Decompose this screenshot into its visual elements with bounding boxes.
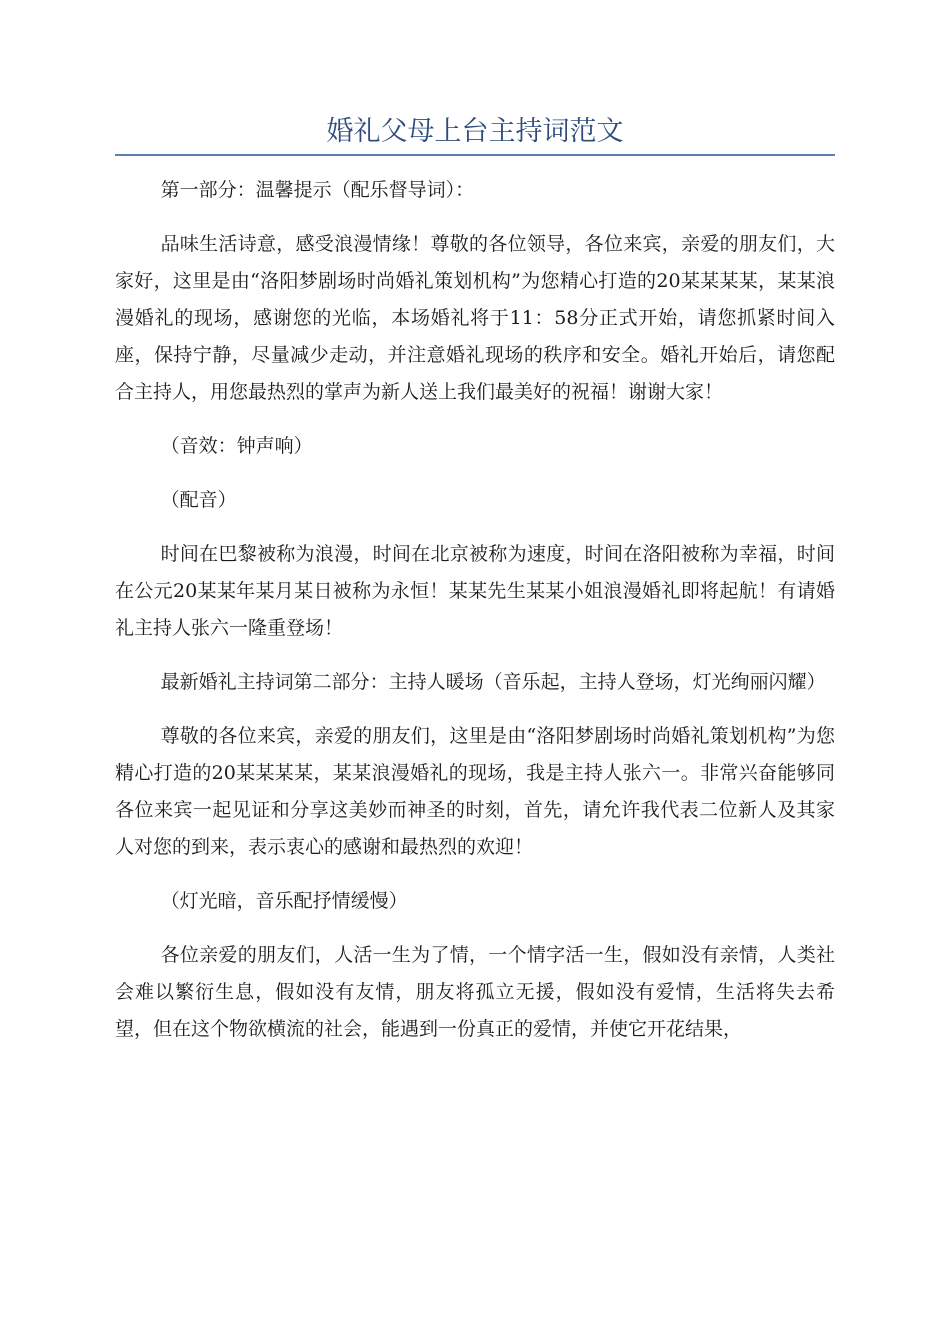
paragraph-host-welcome: 尊敬的各位来宾，亲爱的朋友们，这里是由“洛阳梦剧场时尚婚礼策划机构”为您精心打造的20某某某某，某某浪漫婚礼的现场，我是主持人张六一。非常兴奋能够同各位来宾一起见证和分享这美妙而神圣的时刻，首先，请允许我代表二位新人及其家人对您的到来，表示衷心的感谢和最热烈的欢迎！ bbox=[115, 725, 835, 858]
document-body bbox=[115, 172, 835, 1065]
paragraph-love-speech: 各位亲爱的朋友们，人活一生为了情，一个情字活一生，假如没有亲情，人类社会难以繁衍生息，假如没有友情，朋友将孤立无援，假如没有爱情，生活将失去希望，但在这个物欲横流的社会，能遇到一份真正的爱情，并使它开花结果， bbox=[115, 944, 835, 1040]
paragraph-section-one-heading: 第一部分：温馨提示（配乐督导词）： bbox=[160, 179, 475, 201]
title-underline bbox=[115, 154, 835, 156]
document-title: 婚礼父母上台主持词范文 bbox=[326, 116, 624, 147]
paragraph-section-two-heading: 最新婚礼主持词第二部分：主持人暖场（音乐起，主持人登场，灯光绚丽闪耀） bbox=[160, 671, 826, 693]
paragraph-sound-effect: （音效：钟声响） bbox=[160, 435, 313, 457]
paragraph-time-speech: 时间在巴黎被称为浪漫，时间在北京被称为速度，时间在洛阳被称为幸福，时间在公元20某某年某月某日被称为永恒！某某先生某某小姐浪漫婚礼即将起航！有请婚礼主持人张六一隆重登场！ bbox=[115, 543, 835, 639]
paragraph-lighting-cue: （灯光暗，音乐配抒情缓慢） bbox=[160, 890, 408, 912]
paragraph-voiceover: （配音） bbox=[160, 489, 237, 511]
paragraph-welcome-notice: 品味生活诗意，感受浪漫情缘！尊敬的各位领导，各位来宾，亲爱的朋友们，大家好，这里是由“洛阳梦剧场时尚婚礼策划机构”为您精心打造的20某某某某，某某浪漫婚礼的现场，感谢您的光临，本场婚礼将于11：58分正式开始，请您抓紧时间入座，保持宁静，尽量减少走动，并注意婚礼现场的秩序和安全。婚礼开始后，请您配合主持人，用您最热烈的掌声为新人送上我们最美好的祝福！谢谢大家！ bbox=[115, 233, 835, 403]
